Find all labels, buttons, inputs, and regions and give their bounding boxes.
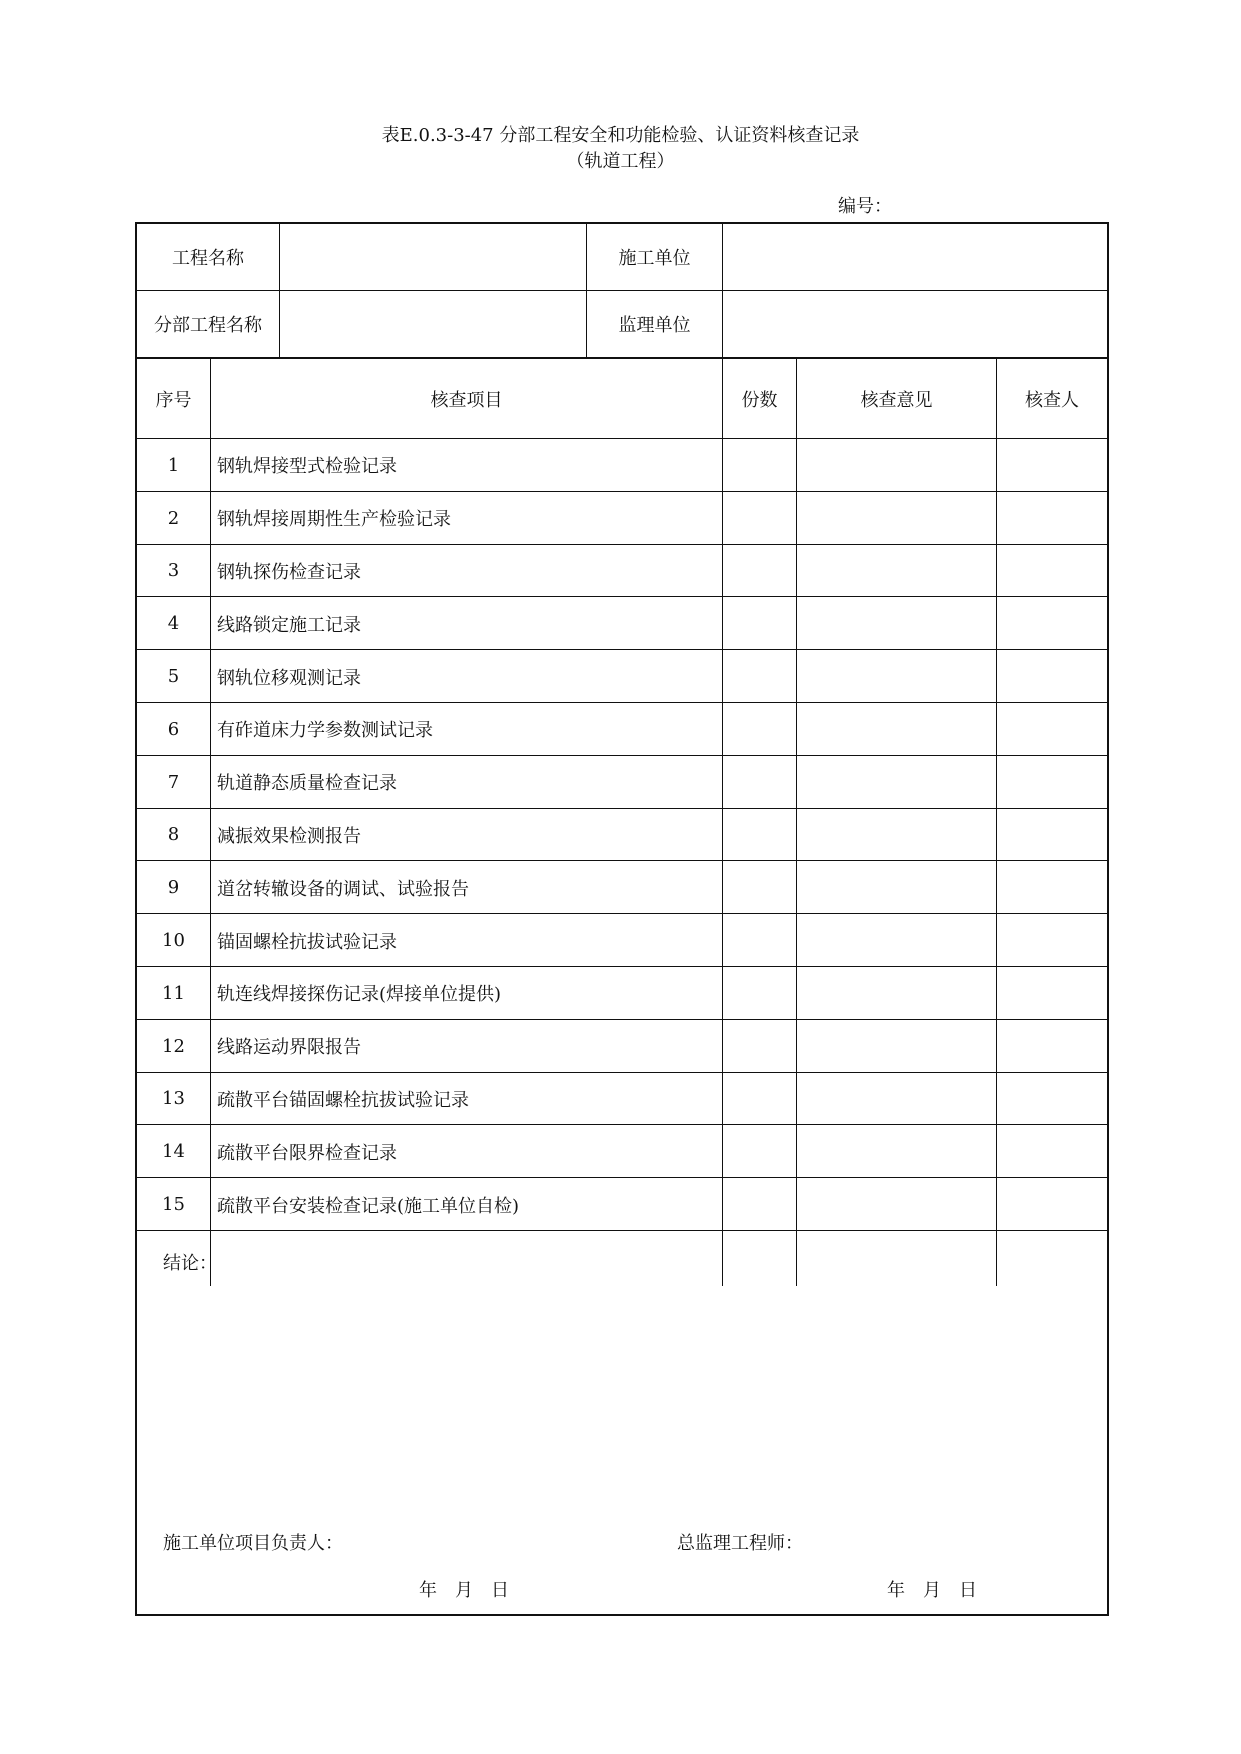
table-row [137,1073,1107,1126]
table-row [137,703,1107,756]
row-copies-field[interactable] [723,861,796,914]
chief-supervisor-label: 总监理工程师： [677,1533,803,1554]
row-seq: 6 [167,718,180,740]
row-seq: 5 [167,666,180,688]
project-name-field[interactable] [280,224,586,290]
row-checker-field[interactable] [997,809,1107,862]
row-copies-field[interactable] [723,1125,796,1178]
row-opinion-field[interactable] [797,703,996,756]
row-checker-field[interactable] [997,439,1107,492]
date-right: 年 月 日 [887,1580,977,1601]
grid-line [996,359,997,1286]
row-opinion-field[interactable] [797,439,996,492]
row-copies-field[interactable] [723,650,796,703]
supervision-unit-field[interactable] [723,291,1107,357]
row-seq: 13 [162,1088,185,1110]
row-item: 疏散平台锚固螺栓抗拔试验记录 [217,1089,469,1111]
row-item: 钢轨探伤检查记录 [217,561,361,583]
column-header-opinion: 核查意见 [860,389,933,411]
column-header-item: 核查项目 [430,389,503,411]
row-copies-field[interactable] [723,1178,796,1231]
row-copies-field[interactable] [723,439,796,492]
row-opinion-field[interactable] [797,914,996,967]
row-opinion-field[interactable] [797,1020,996,1073]
table-row [137,1178,1107,1231]
row-checker-field[interactable] [997,1020,1107,1073]
row-item: 锚固螺栓抗拔试验记录 [217,931,397,953]
row-item: 钢轨焊接型式检验记录 [217,456,397,478]
row-checker-field[interactable] [997,597,1107,650]
grid-line [722,359,723,1286]
row-opinion-field[interactable] [797,545,996,598]
row-opinion-field[interactable] [797,756,996,809]
row-seq: 12 [162,1035,185,1057]
row-opinion-field[interactable] [797,492,996,545]
form-title: 表E.0.3-3-47 分部工程安全和功能检验、认证资料核查记录 [381,125,860,146]
row-item: 钢轨焊接周期性生产检验记录 [217,509,451,531]
row-copies-field[interactable] [723,1020,796,1073]
document-number-label: 编号： [838,196,892,217]
sub-project-name-label: 分部工程名称 [154,315,262,336]
table-row [137,967,1107,1020]
row-seq: 3 [167,560,180,582]
grid-line [210,359,211,1286]
grid-line [796,359,797,1286]
table-row [137,492,1107,545]
row-item: 轨道静态质量检查记录 [217,773,397,795]
row-copies-field[interactable] [723,545,796,598]
row-checker-field[interactable] [997,967,1107,1020]
row-seq: 10 [162,930,185,952]
table-row [137,650,1107,703]
row-checker-field[interactable] [997,1125,1107,1178]
form-subtitle: （轨道工程） [566,151,675,172]
row-item: 轨连线焊接探伤记录(焊接单位提供) [217,984,502,1006]
row-checker-field[interactable] [997,492,1107,545]
table-row [137,439,1107,492]
row-opinion-field[interactable] [797,597,996,650]
table-row [137,597,1107,650]
row-opinion-field[interactable] [797,1125,996,1178]
row-item: 线路锁定施工记录 [217,614,361,636]
sub-project-name-field[interactable] [280,291,586,357]
row-item: 疏散平台安装检查记录(施工单位自检) [217,1195,520,1217]
construction-unit-label: 施工单位 [618,248,691,269]
row-seq: 9 [167,877,180,899]
row-opinion-field[interactable] [797,861,996,914]
row-checker-field[interactable] [997,1073,1107,1126]
row-checker-field[interactable] [997,703,1107,756]
column-header-seq: 序号 [155,389,192,411]
row-seq: 15 [162,1194,185,1216]
row-seq: 4 [167,613,180,635]
row-checker-field[interactable] [997,756,1107,809]
row-item: 线路运动界限报告 [217,1037,361,1059]
row-seq: 11 [162,982,185,1004]
row-copies-field[interactable] [723,1073,796,1126]
supervision-unit-label: 监理单位 [618,315,691,336]
table-row [137,545,1107,598]
row-copies-field[interactable] [723,597,796,650]
row-copies-field[interactable] [723,809,796,862]
row-seq: 1 [167,454,180,476]
table-row [137,1020,1107,1073]
row-copies-field[interactable] [723,756,796,809]
row-seq: 8 [167,824,180,846]
row-copies-field[interactable] [723,967,796,1020]
construction-manager-label: 施工单位项目负责人： [163,1533,343,1554]
row-checker-field[interactable] [997,1178,1107,1231]
inspection-record-table [135,222,1109,1616]
project-name-label: 工程名称 [172,248,244,269]
row-seq: 7 [167,771,180,793]
row-checker-field[interactable] [997,914,1107,967]
column-header-checker: 核查人 [1025,389,1079,411]
row-opinion-field[interactable] [797,967,996,1020]
construction-unit-field[interactable] [723,224,1107,290]
row-opinion-field[interactable] [797,1073,996,1126]
row-item: 道岔转辙设备的调试、试验报告 [217,878,469,900]
row-checker-field[interactable] [997,861,1107,914]
row-opinion-field[interactable] [797,650,996,703]
row-copies-field[interactable] [723,914,796,967]
column-header-copies: 份数 [741,389,778,411]
row-seq: 2 [167,507,180,529]
row-item: 减振效果检测报告 [217,825,361,847]
row-opinion-field[interactable] [797,1178,996,1231]
table-row [137,809,1107,862]
row-item: 钢轨位移观测记录 [217,667,361,689]
grid-line [137,1230,1107,1231]
table-row [137,756,1107,809]
date-left: 年 月 日 [419,1580,509,1601]
table-row [137,861,1107,914]
conclusion-label: 结论： [163,1253,217,1274]
table-row [137,1125,1107,1178]
row-checker-field[interactable] [997,650,1107,703]
table-row [137,914,1107,967]
row-item: 疏散平台限界检查记录 [217,1142,397,1164]
row-seq: 14 [162,1141,185,1163]
row-opinion-field[interactable] [797,809,996,862]
row-checker-field[interactable] [997,545,1107,598]
row-copies-field[interactable] [723,703,796,756]
row-copies-field[interactable] [723,492,796,545]
row-item: 有砟道床力学参数测试记录 [217,720,433,742]
